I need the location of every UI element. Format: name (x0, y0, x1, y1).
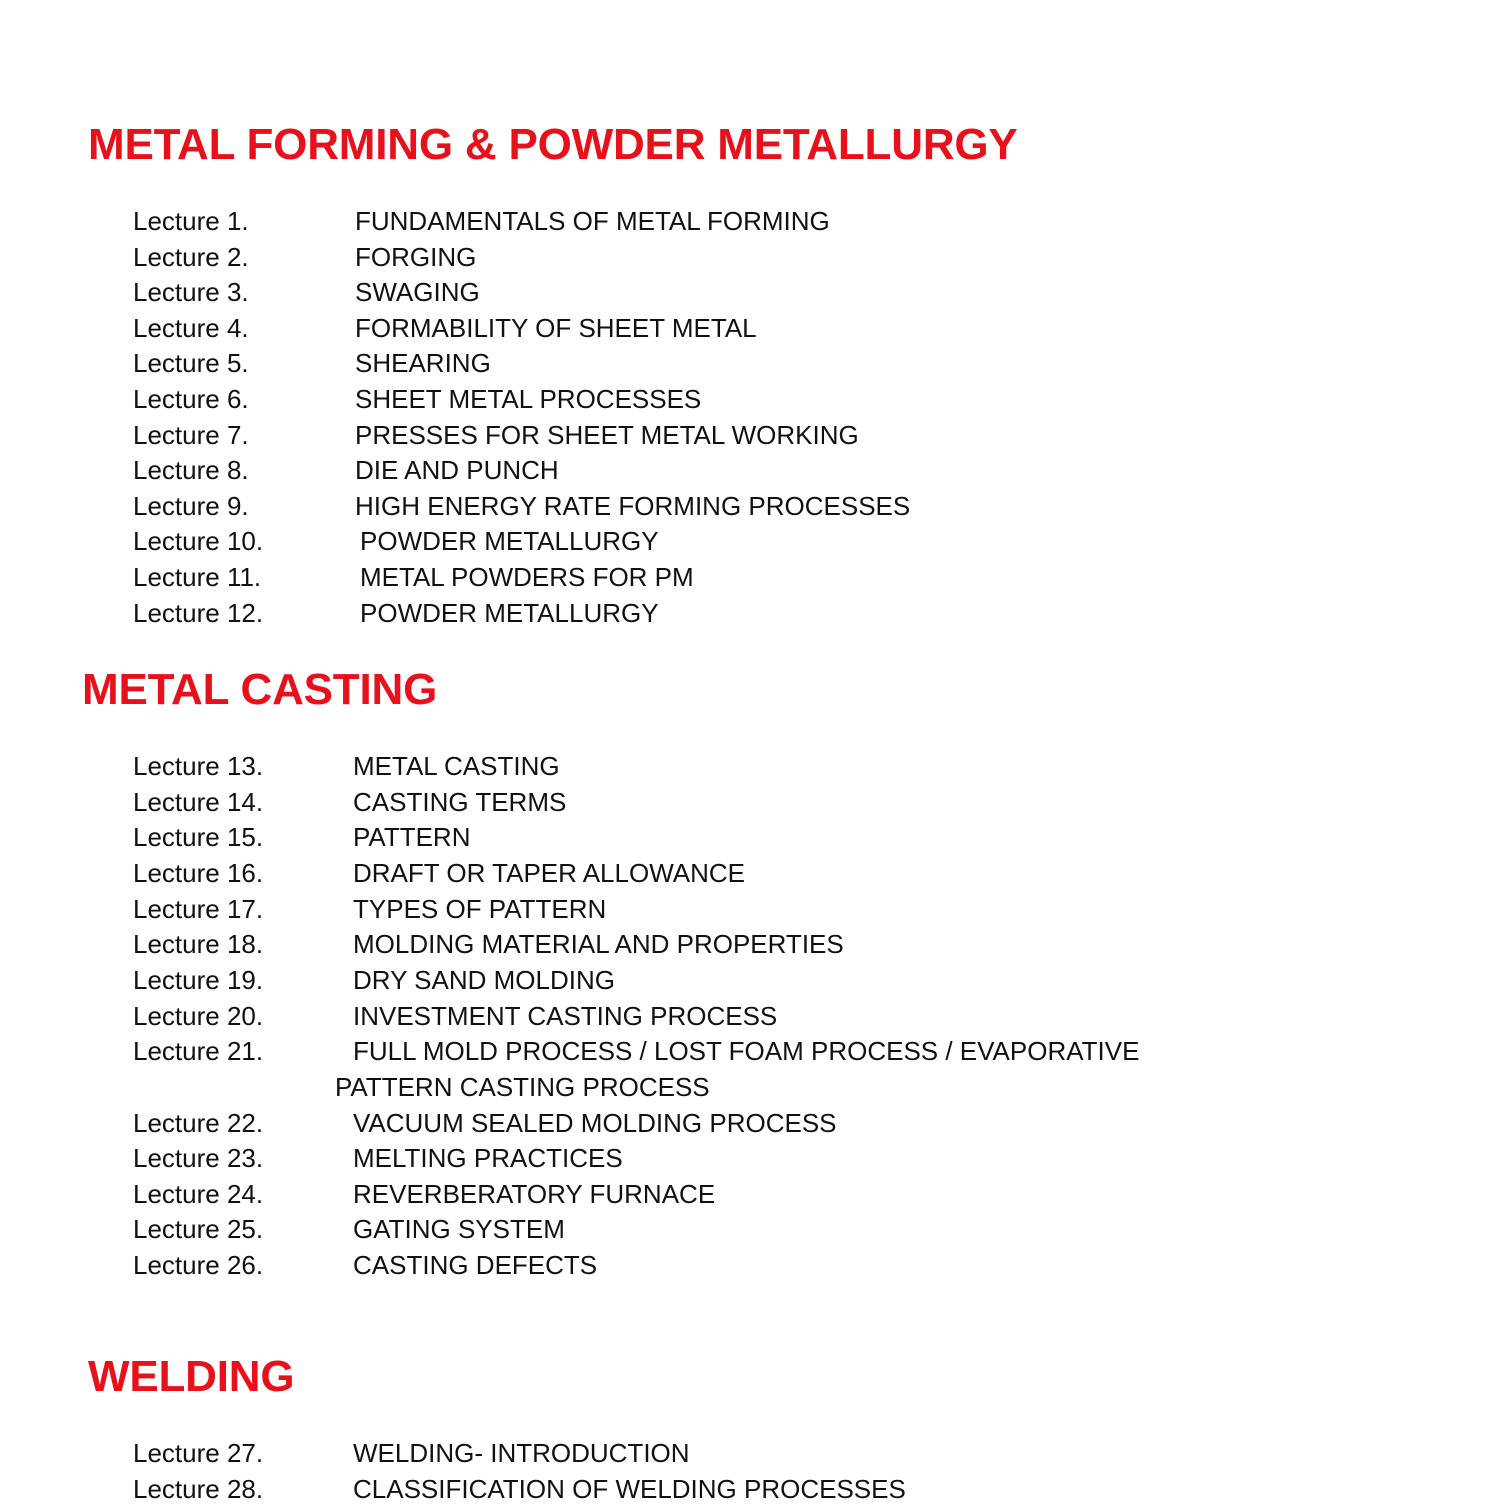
lecture-number: Lecture 11. (133, 562, 262, 592)
lecture-row (0, 493, 1500, 529)
lecture-row (0, 1003, 1500, 1039)
lecture-number: Lecture 27. (133, 1438, 264, 1468)
lecture-number: Lecture 2. (133, 242, 249, 272)
lecture-row (0, 1110, 1500, 1146)
lecture-number: Lecture 21. (133, 1036, 264, 1066)
lecture-number: Lecture 4. (133, 313, 249, 343)
lecture-number: Lecture 9. (133, 491, 249, 521)
lecture-number: Lecture 5. (133, 348, 249, 378)
lecture-row (0, 422, 1500, 458)
lecture-title: CLASSIFICATION OF WELDING PROCESSES (353, 1474, 906, 1504)
lecture-row (0, 1181, 1500, 1217)
lecture-title: SWAGING (355, 277, 480, 307)
lecture-title: SHEARING (355, 348, 491, 378)
lecture-number: Lecture 8. (133, 455, 249, 485)
lecture-row (0, 244, 1500, 280)
lecture-title: VACUUM SEALED MOLDING PROCESS (353, 1108, 837, 1138)
lecture-title: DIE AND PUNCH (355, 455, 559, 485)
lecture-title: HIGH ENERGY RATE FORMING PROCESSES (355, 491, 911, 521)
lecture-number: Lecture 12. (133, 598, 264, 628)
lecture-title: FULL MOLD PROCESS / LOST FOAM PROCESS / EVAPORATIVE (353, 1036, 1140, 1066)
lecture-title: REVERBERATORY FURNACE (353, 1179, 716, 1209)
lecture-title: FORGING (355, 242, 477, 272)
lecture-title: PATTERN (353, 822, 471, 852)
lecture-title: POWDER METALLURGY (360, 526, 659, 556)
lecture-row (0, 1038, 1500, 1074)
lecture-title: GATING SYSTEM (353, 1214, 565, 1244)
lecture-title: METAL POWDERS FOR PM (360, 562, 694, 592)
lecture-row (0, 279, 1500, 315)
lecture-number: Lecture 15. (133, 822, 264, 852)
lecture-title: TYPES OF PATTERN (353, 894, 607, 924)
lecture-number: Lecture 24. (133, 1179, 264, 1209)
lecture-title: POWDER METALLURGY (360, 598, 659, 628)
section-heading-welding: WELDING (88, 1352, 295, 1401)
lecture-number: Lecture 18. (133, 929, 264, 959)
lecture-title: CASTING TERMS (353, 787, 567, 817)
lecture-row (0, 896, 1500, 932)
lecture-number: Lecture 26. (133, 1250, 264, 1280)
lecture-number: Lecture 13. (133, 751, 264, 781)
lecture-row (0, 789, 1500, 825)
lecture-title: DRAFT OR TAPER ALLOWANCE (353, 858, 746, 888)
lecture-title: INVESTMENT CASTING PROCESS (353, 1001, 778, 1031)
lecture-title: METAL CASTING (353, 751, 560, 781)
lecture-title: CASTING DEFECTS (353, 1250, 598, 1280)
lecture-row (0, 824, 1500, 860)
lecture-row (0, 1476, 1500, 1512)
lecture-number: Lecture 14. (133, 787, 264, 817)
lecture-row (0, 208, 1500, 244)
lecture-number: Lecture 7. (133, 420, 249, 450)
lecture-row (0, 1145, 1500, 1181)
lecture-row (0, 350, 1500, 386)
lecture-number: Lecture 16. (133, 858, 264, 888)
lecture-row (0, 564, 1500, 600)
lecture-row (0, 1252, 1500, 1288)
lecture-number: Lecture 28. (133, 1474, 264, 1504)
lecture-row (0, 931, 1500, 967)
lecture-number: Lecture 10. (133, 526, 264, 556)
lecture-row (0, 600, 1500, 636)
lecture-title: MOLDING MATERIAL AND PROPERTIES (353, 929, 844, 959)
lecture-title: FORMABILITY OF SHEET METAL (355, 313, 757, 343)
lecture-number: Lecture 22. (133, 1108, 264, 1138)
lecture-row (0, 1440, 1500, 1476)
lecture-number: Lecture 17. (133, 894, 264, 924)
lecture-row (0, 528, 1500, 564)
lecture-row (0, 1216, 1500, 1252)
lecture-title: WELDING- INTRODUCTION (353, 1438, 690, 1468)
lecture-title-continuation: PATTERN CASTING PROCESS (335, 1072, 710, 1102)
lecture-row (0, 457, 1500, 493)
lecture-title: DRY SAND MOLDING (353, 965, 615, 995)
lecture-row (0, 967, 1500, 1003)
lecture-number: Lecture 6. (133, 384, 249, 414)
lecture-row (0, 386, 1500, 422)
lecture-number: Lecture 1. (133, 206, 249, 236)
lecture-title: PRESSES FOR SHEET METAL WORKING (355, 420, 859, 450)
lecture-title: FUNDAMENTALS OF METAL FORMING (355, 206, 830, 236)
lecture-number: Lecture 3. (133, 277, 249, 307)
lecture-number: Lecture 23. (133, 1143, 264, 1173)
lecture-title: MELTING PRACTICES (353, 1143, 623, 1173)
lecture-row (0, 753, 1500, 789)
lecture-number: Lecture 19. (133, 965, 264, 995)
lecture-number: Lecture 20. (133, 1001, 264, 1031)
lecture-row (0, 315, 1500, 351)
lecture-row (0, 860, 1500, 896)
section-heading-metal-forming: METAL FORMING & POWDER METALLURGY (88, 120, 1018, 169)
lecture-number: Lecture 25. (133, 1214, 264, 1244)
section-heading-metal-casting: METAL CASTING (82, 665, 438, 714)
lecture-title: SHEET METAL PROCESSES (355, 384, 702, 414)
